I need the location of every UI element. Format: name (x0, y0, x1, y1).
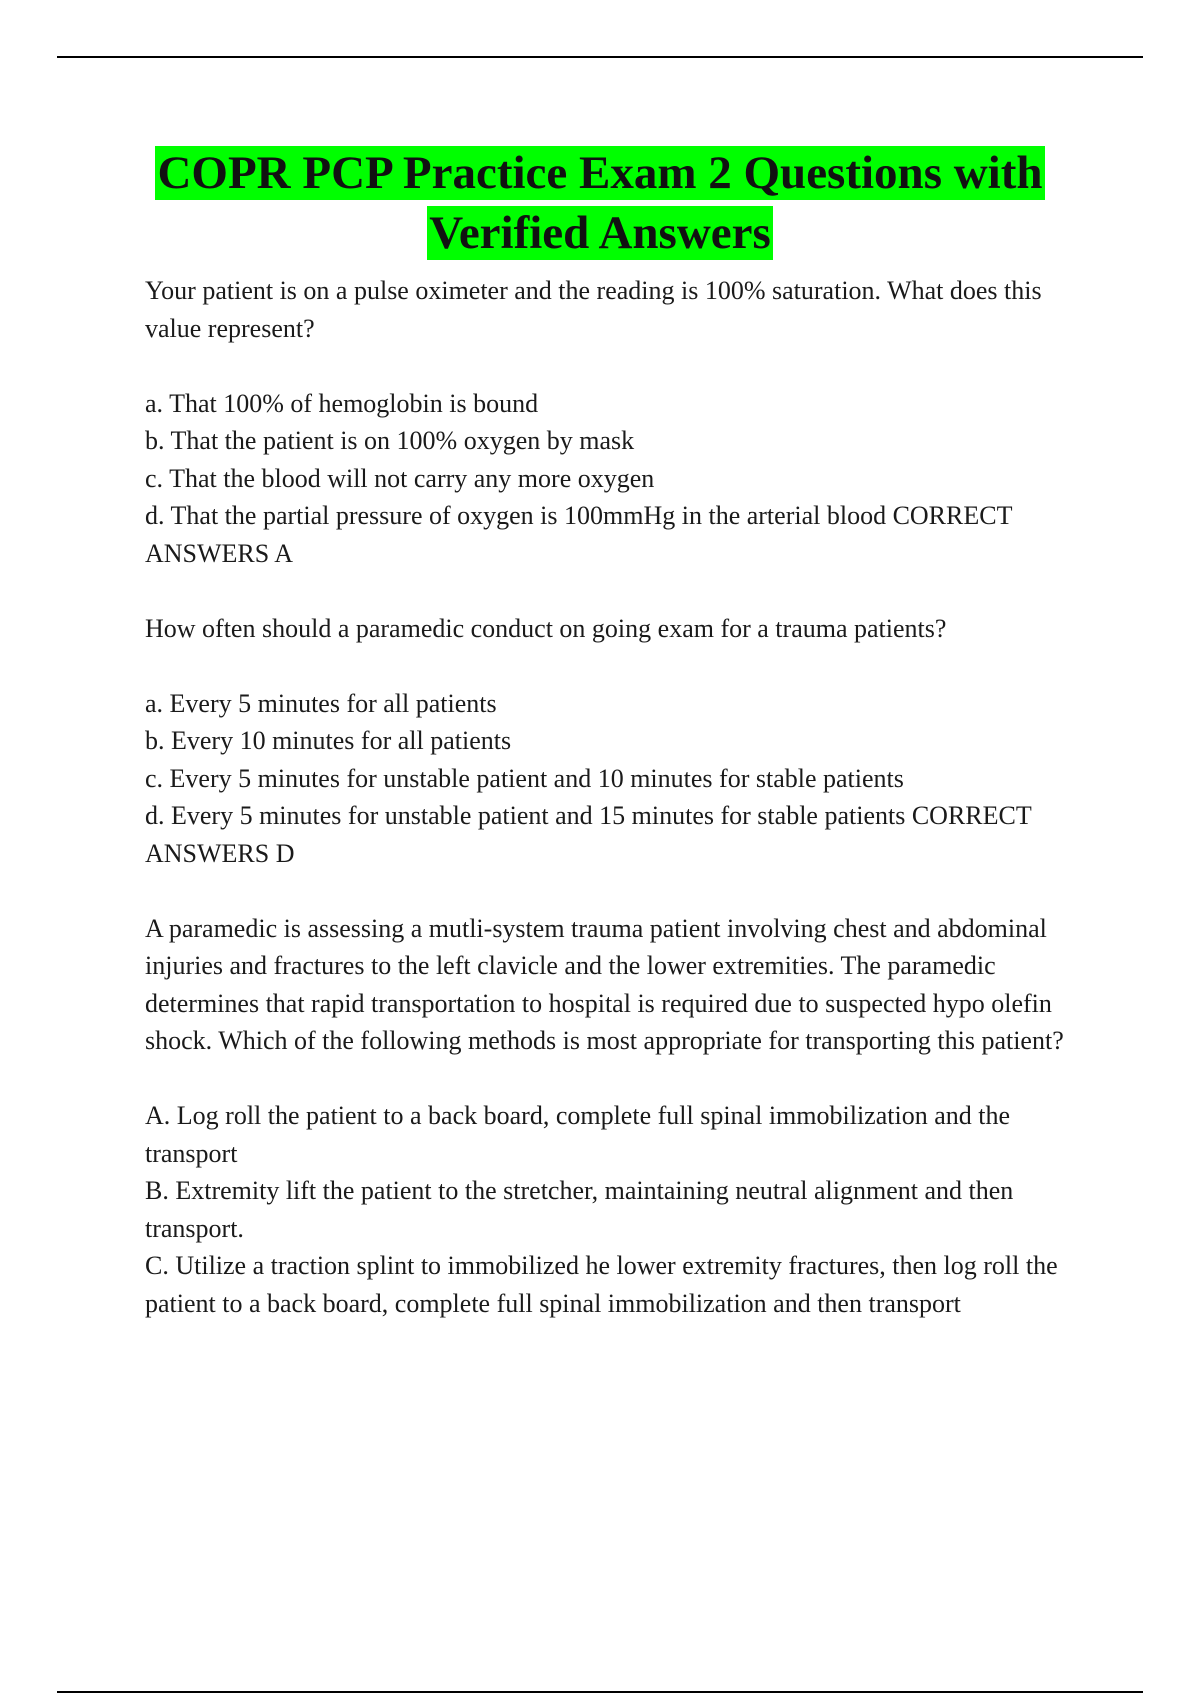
question-2-stem: How often should a paramedic conduct on going exam for a trauma patients? (145, 613, 947, 643)
question-1-stem: Your patient is on a pulse oximeter and the reading is 100% saturation. What does this value represent? (145, 276, 1042, 343)
question-1-option-c: c. That the blood will not carry any more oxygen (145, 463, 655, 493)
footer-rule (57, 1691, 1143, 1693)
header-rule (57, 56, 1143, 58)
document-body (145, 272, 1095, 1322)
question-2-option-c: c. Every 5 minutes for unstable patient and 10 minutes for stable patients (145, 763, 904, 793)
question-2-option-b: b. Every 10 minutes for all patients (145, 726, 512, 755)
title-line-1: COPR PCP Practice Exam 2 Questions with (157, 147, 1043, 199)
question-2-option-a: a. Every 5 minutes for all patients (145, 688, 497, 718)
question-1-option-d: d. That the partial pressure of oxygen is 100mmHg in the arterial blood CORRECT ANSWERS A (145, 501, 1013, 568)
question-3-option-a: A. Log roll the patient to a back board, complete full spinal immobilization and the transport (145, 1101, 1010, 1168)
title-line-2: Verified Answers (429, 207, 771, 259)
question-1-option-b: b. That the patient is on 100% oxygen by mask (145, 426, 635, 455)
document-title (57, 143, 1143, 263)
question-3-option-b: B. Extremity lift the patient to the stretcher, maintaining neutral alignment and then transport. (145, 1176, 1014, 1243)
question-3-option-c: C. Utilize a traction splint to immobilized he lower extremity fractures, then log roll the patient to a back board, complete full spinal immobilization and then transport (145, 1251, 1058, 1318)
question-1-option-a: a. That 100% of hemoglobin is bound (145, 388, 539, 418)
question-3-stem: A paramedic is assessing a mutli-system trauma patient involving chest and abdominal injuries and fractures to the left clavicle and the lower extremities. The paramedic determines that rapid transportation to hospital is required due to suspected hypo olefin shock. Which of the following methods is most appropriate for transporting this patient? (145, 913, 1064, 1055)
question-2-option-d: d. Every 5 minutes for unstable patient and 15 minutes for stable patients CORRECT ANSWERS D (145, 801, 1032, 868)
